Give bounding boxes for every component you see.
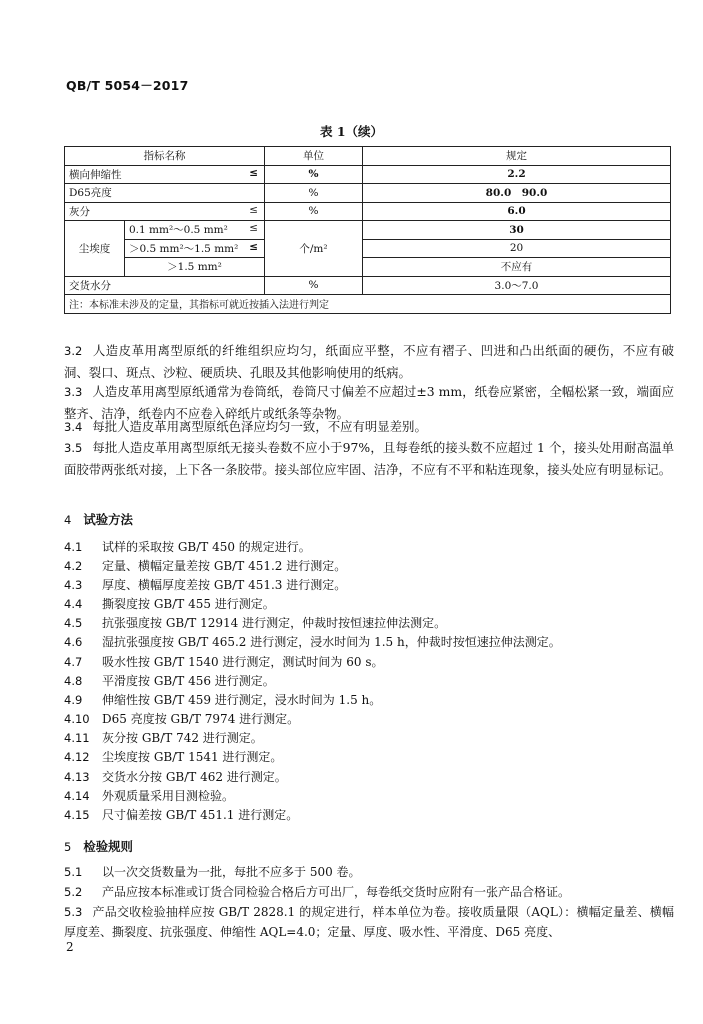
row-unit: % [265,165,363,184]
row-subrange: ＞1.5 mm² [125,258,265,277]
table-row [65,221,671,240]
row-value: 6.0 [363,202,671,221]
list-item: 4.3 厚度、横幅厚度差按 GB/T 451.3 进行测定。 [64,578,347,592]
list-item: 5.2 产品应按本标准或订货合同检验合格后方可出厂，每卷纸交货时应附有一张产品合格证。 [64,885,571,899]
list-item: 4.14 外观质量采用目测检验。 [64,789,235,803]
row-unit: % [265,276,363,295]
list-item: 4.12 尘埃度按 GB/T 1541 进行测定。 [64,750,283,764]
clause-3-3: 3.3 人造皮革用离型原纸通常为卷筒纸，卷筒尺寸偏差不应超过±3 mm，纸卷应紧密，全幅松紧一致，端面应整齐、洁净，纸卷内不应卷入碎纸片或纸条等杂物。 [64,384,674,421]
table-note-row [65,295,671,314]
list-item: 4.2 定量、横幅定量差按 GB/T 451.2 进行测定。 [64,559,347,573]
list-item: 4.8 平滑度按 GB/T 456 进行测定。 [64,674,275,688]
table-header-row [65,147,671,166]
col-header-name: 指标名称 [65,147,265,166]
clause-3-4: 3.4 每批人造皮革用离型原纸色泽应均匀一致，不应有明显差别。 [64,419,427,434]
clause-5-3: 5.3 产品交收检验抽样应按 GB/T 2828.1 的规定进行，样本单位为卷。接收质量限（AQL）：横幅定量差、横幅厚度差、撕裂度、抗张强度、伸缩性 AQL=4.0；定量、厚度、吸水性、平滑度、D65 亮度、 [64,905,674,939]
row-name: D65亮度 [65,184,265,203]
row-name: 交货水分 [65,276,265,295]
table-row [65,258,671,277]
col-header-unit: 单位 [265,147,363,166]
list-item: 4.15 尺寸偏差按 GB/T 451.1 进行测定。 [64,808,299,822]
clause-3-5: 3.5 每批人造皮革用离型原纸无接头卷数不应小于97%，且每卷纸的接头数不应超过 1 个，接头处用耐高温单面胶带两张纸对接，上下各一条胶带。接头部位应牢固、洁净，不应有不平和粘连现象，接头处应有明显标记。 [64,440,674,477]
table-row [65,202,671,221]
row-value: 80.0 90.0 [363,184,671,203]
list-item: 4.6 湿抗张强度按 GB/T 465.2 进行测定，浸水时间为 1.5 h，仲裁时按恒速拉伸法测定。 [64,635,561,649]
row-value: 不应有 [363,258,671,277]
table-title: 表 1（续） [319,124,384,139]
list-item: 4.7 吸水性按 GB/T 1540 进行测定，测试时间为 60 s。 [64,655,384,669]
row-name: 灰分 ≤ [65,202,265,221]
table-row [65,239,671,258]
section-heading-5: 5 检验规则 [64,839,133,854]
row-unit: % [265,184,363,203]
row-name: 尘埃度 [65,221,125,277]
list-item: 4.5 抗张强度按 GB/T 12914 进行测定，仲裁时按恒速拉伸法测定。 [64,616,447,630]
standard-code: QB/T 5054－2017 [66,78,189,93]
list-item: 4.13 交货水分按 GB/T 462 进行测定。 [64,770,287,784]
list-item: 4.9 伸缩性按 GB/T 459 进行测定，浸水时间为 1.5 h。 [64,693,382,707]
row-name: 横向伸缩性 ≤ [65,165,265,184]
table-note: 注：本标准未涉及的定量，其指标可就近按插入法进行判定 [65,295,671,314]
list-item: 4.10 D65 亮度按 GB/T 7974 进行测定。 [64,712,300,726]
row-value: 30 [363,221,671,240]
row-value: 20 [363,239,671,258]
list-item: 5.1 以一次交货数量为一批，每批不应多于 500 卷。 [64,865,361,879]
clause-3-2: 3.2 人造皮革用离型原纸的纤维组织应均匀，纸面应平整，不应有褶子、凹进和凸出纸面的硬伤，不应有破洞、裂口、斑点、沙粒、硬质块、孔眼及其他影响使用的纸病。 [64,343,674,380]
row-unit: % [265,202,363,221]
list-item: 4.1 试样的采取按 GB/T 450 的规定进行。 [64,540,311,554]
row-value: 3.0～7.0 [363,276,671,295]
row-subrange: 0.1 mm²～0.5 mm² ≤ [125,221,265,240]
list-item: 4.11 灰分按 GB/T 742 进行测定。 [64,731,263,745]
spec-table [64,146,671,314]
table-row [65,165,671,184]
row-subrange: ＞0.5 mm²～1.5 mm² ≤ [125,239,265,258]
page-number: 2 [66,940,74,954]
section-heading-4: 4 试验方法 [64,512,133,527]
col-header-spec: 规定 [363,147,671,166]
row-value: 2.2 [363,165,671,184]
table-row [65,276,671,295]
row-unit: 个/m² [265,221,363,277]
table-row [65,184,671,203]
list-item: 4.4 撕裂度按 GB/T 455 进行测定。 [64,597,275,611]
